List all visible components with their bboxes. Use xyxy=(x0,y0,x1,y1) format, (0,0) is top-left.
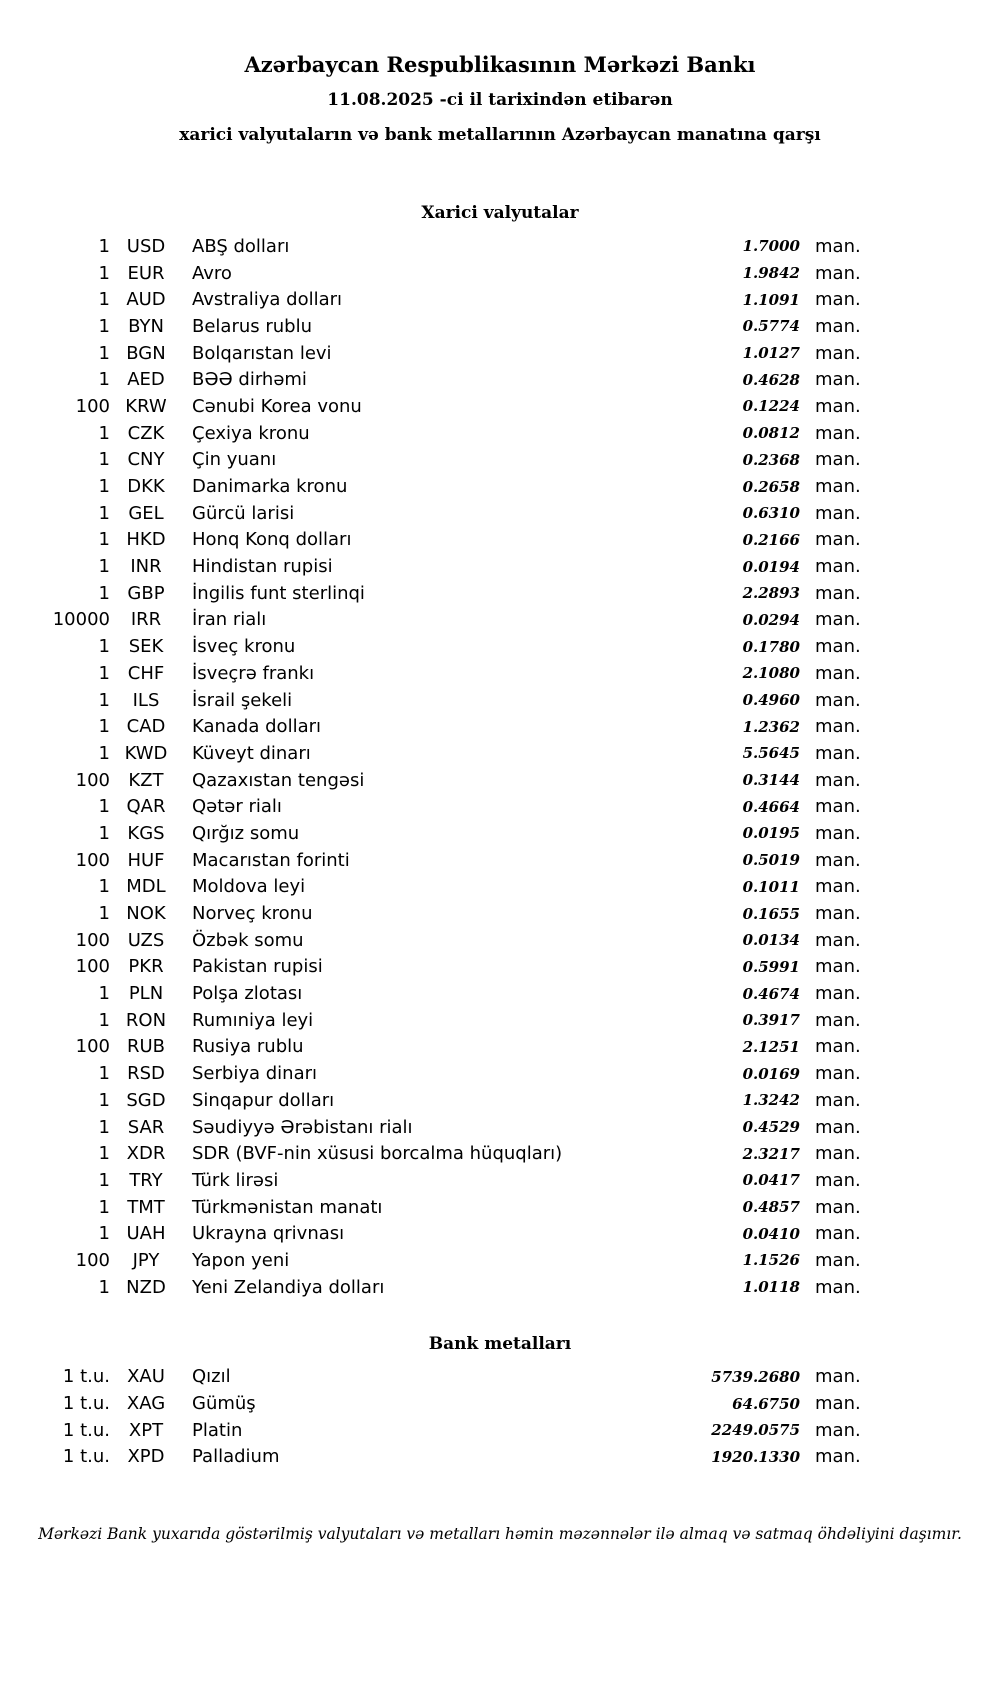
subtitle: xarici valyutaların və bank metallarının Azərbaycan manatına qarşı xyxy=(179,125,821,145)
currency-code-cell: CZK xyxy=(127,422,165,444)
currency-name-cell: Qətər rialı xyxy=(192,796,282,818)
quantity-cell: 1 xyxy=(98,235,110,257)
currency-code-cell: CAD xyxy=(126,716,166,738)
quantity-cell: 1 xyxy=(98,422,110,444)
quantity-cell: 1 xyxy=(98,289,110,311)
quantity-cell: 100 xyxy=(75,849,110,871)
rate-cell: 0.0812 xyxy=(742,424,800,443)
currency-code-cell: HUF xyxy=(127,849,165,871)
rate-cell: 1920.1330 xyxy=(711,1447,800,1466)
unit-cell: man. xyxy=(815,1063,861,1085)
unit-cell: man. xyxy=(815,716,861,738)
currency-name-cell: İsveçrə frankı xyxy=(192,662,315,684)
currency-code-cell: JPY xyxy=(132,1249,160,1271)
currency-row xyxy=(0,260,862,287)
metal-code-cell: XAU xyxy=(127,1366,165,1388)
unit-cell: man. xyxy=(815,822,861,844)
currency-row xyxy=(0,954,862,981)
rate-cell: 2.1251 xyxy=(742,1037,800,1056)
unit-cell: man. xyxy=(815,849,861,871)
rate-cell: 1.0127 xyxy=(742,344,800,363)
currency-row xyxy=(0,1140,862,1167)
quantity-cell: 1 xyxy=(98,502,110,524)
currency-code-cell: TRY xyxy=(129,1169,163,1191)
quantity-cell: 1 xyxy=(98,1143,110,1165)
quantity-cell: 1 t.u. xyxy=(62,1419,110,1441)
rate-cell: 0.0134 xyxy=(742,931,800,950)
quantity-cell: 1 t.u. xyxy=(62,1393,110,1415)
currency-row xyxy=(0,874,862,901)
quantity-cell: 100 xyxy=(75,1036,110,1058)
currency-name-cell: İngilis funt sterlinqi xyxy=(192,582,365,604)
currency-name-cell: Honq Konq dolları xyxy=(192,529,352,551)
rate-cell: 5.5645 xyxy=(742,744,800,763)
quantity-cell: 1 xyxy=(98,822,110,844)
currency-row xyxy=(0,420,862,447)
metal-row xyxy=(0,1417,862,1444)
metal-name-cell: Platin xyxy=(192,1419,243,1441)
currency-row xyxy=(0,1060,862,1087)
quantity-cell: 1 xyxy=(98,369,110,391)
currency-name-cell: Səudiyyə Ərəbistanı rialı xyxy=(192,1116,413,1138)
rate-cell: 5739.2680 xyxy=(711,1367,800,1386)
quantity-cell: 1 xyxy=(98,449,110,471)
quantity-cell: 1 xyxy=(98,342,110,364)
currency-row xyxy=(0,687,862,714)
unit-cell: man. xyxy=(815,1366,861,1388)
currency-name-cell: Bolqarıstan levi xyxy=(192,342,332,364)
currency-name-cell: Yeni Zelandiya dolları xyxy=(192,1276,385,1298)
currency-name-cell: Belarus rublu xyxy=(192,315,313,337)
currency-row xyxy=(0,607,862,634)
quantity-cell: 1 xyxy=(98,476,110,498)
quantity-cell: 100 xyxy=(75,929,110,951)
rate-cell: 1.7000 xyxy=(742,237,800,256)
currency-code-cell: SGD xyxy=(126,1089,166,1111)
unit-cell: man. xyxy=(815,662,861,684)
currency-name-cell: Çin yuanı xyxy=(192,449,277,471)
currency-row xyxy=(0,767,862,794)
currency-row xyxy=(0,1274,862,1301)
currency-code-cell: KGS xyxy=(127,822,165,844)
currency-code-cell: NOK xyxy=(126,903,166,925)
metal-code-cell: XPT xyxy=(128,1419,164,1441)
effective-date-line: 11.08.2025 -ci il tarixindən etibarən xyxy=(327,90,673,110)
currency-row xyxy=(0,1247,862,1274)
currency-row xyxy=(0,527,862,554)
currency-code-cell: BYN xyxy=(128,315,164,337)
currency-table xyxy=(0,233,862,1301)
rate-cell: 2249.0575 xyxy=(711,1421,800,1440)
currency-row xyxy=(0,980,862,1007)
currency-name-cell: Avstraliya dolları xyxy=(192,289,343,311)
rate-cell: 1.2362 xyxy=(742,717,800,736)
rate-cell: 0.5019 xyxy=(742,851,800,870)
currency-row xyxy=(0,366,862,393)
currency-code-cell: SAR xyxy=(127,1116,165,1138)
rate-cell: 0.2368 xyxy=(742,450,800,469)
quantity-cell: 1 xyxy=(98,556,110,578)
unit-cell: man. xyxy=(815,289,861,311)
metal-name-cell: Qızıl xyxy=(192,1366,231,1388)
metal-name-cell: Palladium xyxy=(192,1446,280,1468)
currency-row xyxy=(0,900,862,927)
rate-cell: 1.0118 xyxy=(742,1278,800,1297)
quantity-cell: 100 xyxy=(75,1249,110,1271)
quantity-cell: 1 xyxy=(98,1169,110,1191)
currency-code-cell: NZD xyxy=(126,1276,166,1298)
unit-cell: man. xyxy=(815,1223,861,1245)
rate-cell: 0.5991 xyxy=(742,957,800,976)
unit-cell: man. xyxy=(815,956,861,978)
unit-cell: man. xyxy=(815,796,861,818)
rate-cell: 0.1224 xyxy=(742,397,800,416)
currency-row xyxy=(0,1194,862,1221)
quantity-cell: 1 xyxy=(98,1223,110,1245)
unit-cell: man. xyxy=(815,1009,861,1031)
rate-cell: 1.1091 xyxy=(742,290,800,309)
currency-name-cell: ABŞ dolları xyxy=(192,235,290,257)
quantity-cell: 1 xyxy=(98,529,110,551)
quantity-cell: 1 xyxy=(98,636,110,658)
currency-code-cell: SEK xyxy=(128,636,164,658)
unit-cell: man. xyxy=(815,1393,861,1415)
rate-cell: 1.1526 xyxy=(742,1251,800,1270)
unit-cell: man. xyxy=(815,1116,861,1138)
currency-name-cell: Qazaxıstan tengəsi xyxy=(192,769,365,791)
currency-name-cell: Rumıniya leyi xyxy=(192,1009,314,1031)
quantity-cell: 1 t.u. xyxy=(62,1366,110,1388)
currency-row xyxy=(0,553,862,580)
currency-row xyxy=(0,713,862,740)
currency-row xyxy=(0,660,862,687)
currency-name-cell: Yapon yeni xyxy=(192,1249,290,1271)
currency-code-cell: HKD xyxy=(126,529,166,551)
currency-code-cell: UZS xyxy=(127,929,165,951)
rate-cell: 0.0194 xyxy=(742,557,800,576)
currency-name-cell: Polşa zlotası xyxy=(192,983,303,1005)
unit-cell: man. xyxy=(815,689,861,711)
rate-cell: 0.3917 xyxy=(742,1011,800,1030)
unit-cell: man. xyxy=(815,636,861,658)
quantity-cell: 1 xyxy=(98,796,110,818)
unit-cell: man. xyxy=(815,1196,861,1218)
currency-name-cell: Ukrayna qrivnası xyxy=(192,1223,345,1245)
quantity-cell: 100 xyxy=(75,956,110,978)
currency-row xyxy=(0,740,862,767)
unit-cell: man. xyxy=(815,1143,861,1165)
quantity-cell: 1 xyxy=(98,662,110,684)
currency-row xyxy=(0,847,862,874)
currency-name-cell: Sinqapur dolları xyxy=(192,1089,335,1111)
currency-code-cell: DKK xyxy=(127,476,165,498)
quantity-cell: 1 xyxy=(98,1276,110,1298)
currency-row xyxy=(0,393,862,420)
currency-name-cell: Hindistan rupisi xyxy=(192,556,333,578)
quantity-cell: 1 xyxy=(98,315,110,337)
currency-name-cell: Rusiya rublu xyxy=(192,1036,304,1058)
quantity-cell: 100 xyxy=(75,395,110,417)
rate-cell: 0.4529 xyxy=(742,1118,800,1137)
currency-code-cell: AED xyxy=(127,369,165,391)
unit-cell: man. xyxy=(815,582,861,604)
rate-cell: 0.2166 xyxy=(742,530,800,549)
currency-name-cell: İran rialı xyxy=(192,609,267,631)
currency-name-cell: Cənubi Korea vonu xyxy=(192,395,362,417)
unit-cell: man. xyxy=(815,342,861,364)
rate-cell: 2.3217 xyxy=(742,1144,800,1163)
currency-code-cell: TMT xyxy=(127,1196,165,1218)
rate-cell: 1.9842 xyxy=(742,264,800,283)
metal-code-cell: XPD xyxy=(127,1446,165,1468)
unit-cell: man. xyxy=(815,1169,861,1191)
unit-cell: man. xyxy=(815,903,861,925)
quantity-cell: 1 xyxy=(98,742,110,764)
currency-code-cell: AUD xyxy=(126,289,166,311)
unit-cell: man. xyxy=(815,369,861,391)
rate-cell: 0.4628 xyxy=(742,370,800,389)
unit-cell: man. xyxy=(815,395,861,417)
currency-code-cell: USD xyxy=(126,235,166,257)
quantity-cell: 1 xyxy=(98,582,110,604)
rate-cell: 0.4857 xyxy=(742,1198,800,1217)
rate-cell: 0.4960 xyxy=(742,691,800,710)
currency-name-cell: İsrail şekeli xyxy=(192,689,293,711)
currency-row xyxy=(0,500,862,527)
unit-cell: man. xyxy=(815,1419,861,1441)
currency-code-cell: MDL xyxy=(126,876,166,898)
currency-code-cell: CNY xyxy=(127,449,165,471)
currency-name-cell: Pakistan rupisi xyxy=(192,956,323,978)
currency-row xyxy=(0,473,862,500)
rate-cell: 2.1080 xyxy=(742,664,800,683)
metals-table xyxy=(0,1364,862,1471)
currency-code-cell: ILS xyxy=(132,689,160,711)
rate-cell: 0.5774 xyxy=(742,317,800,336)
currency-name-cell: SDR (BVF-nin xüsusi borcalma hüquqları) xyxy=(192,1143,563,1165)
metal-row xyxy=(0,1444,862,1471)
unit-cell: man. xyxy=(815,502,861,524)
currency-row xyxy=(0,1167,862,1194)
footer-note: Mərkəzi Bank yuxarıda göstərilmiş valyutaları və metalları həmin məzənnələr ilə almaq və satmaq öhdəliyini daşımır. xyxy=(38,1525,962,1544)
currency-code-cell: BGN xyxy=(126,342,166,364)
currency-row xyxy=(0,793,862,820)
currency-row xyxy=(0,580,862,607)
metal-row xyxy=(0,1390,862,1417)
unit-cell: man. xyxy=(815,449,861,471)
rate-cell: 0.0169 xyxy=(742,1064,800,1083)
quantity-cell: 1 xyxy=(98,983,110,1005)
currency-code-cell: RUB xyxy=(126,1036,166,1058)
currency-row xyxy=(0,927,862,954)
rate-cell: 64.6750 xyxy=(732,1394,800,1413)
unit-cell: man. xyxy=(815,315,861,337)
currency-code-cell: RSD xyxy=(127,1063,165,1085)
unit-cell: man. xyxy=(815,769,861,791)
rate-cell: 2.2893 xyxy=(742,584,800,603)
quantity-cell: 1 xyxy=(98,1196,110,1218)
quantity-cell: 1 xyxy=(98,1116,110,1138)
currency-code-cell: PKR xyxy=(128,956,164,978)
currency-row xyxy=(0,820,862,847)
unit-cell: man. xyxy=(815,1089,861,1111)
quantity-cell: 1 xyxy=(98,689,110,711)
rate-cell: 0.0410 xyxy=(742,1224,800,1243)
rate-cell: 0.4664 xyxy=(742,797,800,816)
quantity-cell: 1 xyxy=(98,1063,110,1085)
quantity-cell: 1 xyxy=(98,716,110,738)
unit-cell: man. xyxy=(815,235,861,257)
quantity-cell: 1 xyxy=(98,262,110,284)
currency-name-cell: Küveyt dinarı xyxy=(192,742,311,764)
currency-name-cell: Norveç kronu xyxy=(192,903,313,925)
currency-code-cell: QAR xyxy=(126,796,166,818)
currency-row xyxy=(0,1007,862,1034)
currency-code-cell: INR xyxy=(130,556,162,578)
section-title-currencies: Xarici valyutalar xyxy=(421,203,579,223)
currency-row xyxy=(0,1087,862,1114)
quantity-cell: 1 xyxy=(98,876,110,898)
currency-code-cell: KRW xyxy=(125,395,167,417)
currency-code-cell: XDR xyxy=(126,1143,166,1165)
currency-name-cell: Danimarka kronu xyxy=(192,476,348,498)
currency-row xyxy=(0,1220,862,1247)
currency-row xyxy=(0,233,862,260)
metal-code-cell: XAG xyxy=(126,1393,166,1415)
currency-name-cell: Türk lirəsi xyxy=(192,1169,279,1191)
currency-name-cell: Çexiya kronu xyxy=(192,422,310,444)
unit-cell: man. xyxy=(815,476,861,498)
currency-row xyxy=(0,340,862,367)
unit-cell: man. xyxy=(815,876,861,898)
unit-cell: man. xyxy=(815,422,861,444)
currency-name-cell: Serbiya dinarı xyxy=(192,1063,317,1085)
currency-code-cell: CHF xyxy=(127,662,165,684)
currency-code-cell: IRR xyxy=(130,609,162,631)
unit-cell: man. xyxy=(815,1276,861,1298)
quantity-cell: 100 xyxy=(75,769,110,791)
currency-row xyxy=(0,1034,862,1061)
rate-cell: 0.0294 xyxy=(742,610,800,629)
currency-code-cell: RON xyxy=(125,1009,167,1031)
currency-name-cell: Kanada dolları xyxy=(192,716,322,738)
currency-name-cell: BƏƏ dirhəmi xyxy=(192,369,307,391)
metal-name-cell: Gümüş xyxy=(192,1393,256,1415)
unit-cell: man. xyxy=(815,1249,861,1271)
metal-row xyxy=(0,1364,862,1391)
quantity-cell: 1 xyxy=(98,1089,110,1111)
currency-code-cell: GBP xyxy=(127,582,165,604)
currency-name-cell: Avro xyxy=(192,262,232,284)
unit-cell: man. xyxy=(815,262,861,284)
quantity-cell: 1 t.u. xyxy=(62,1446,110,1468)
currency-row xyxy=(0,1114,862,1141)
currency-code-cell: UAH xyxy=(126,1223,166,1245)
currency-row xyxy=(0,633,862,660)
quantity-cell: 1 xyxy=(98,1009,110,1031)
rate-cell: 0.0417 xyxy=(742,1171,800,1190)
unit-cell: man. xyxy=(815,983,861,1005)
rate-cell: 0.1780 xyxy=(742,637,800,656)
currency-code-cell: KZT xyxy=(128,769,164,791)
unit-cell: man. xyxy=(815,1446,861,1468)
currency-row xyxy=(0,447,862,474)
rate-cell: 0.2658 xyxy=(742,477,800,496)
currency-code-cell: PLN xyxy=(128,983,164,1005)
currency-name-cell: Moldova leyi xyxy=(192,876,306,898)
unit-cell: man. xyxy=(815,609,861,631)
rate-cell: 0.0195 xyxy=(742,824,800,843)
unit-cell: man. xyxy=(815,742,861,764)
quantity-cell: 10000 xyxy=(52,609,110,631)
currency-name-cell: Macarıstan forinti xyxy=(192,849,350,871)
rate-cell: 0.1655 xyxy=(742,904,800,923)
quantity-cell: 1 xyxy=(98,903,110,925)
currency-name-cell: Qırğız somu xyxy=(192,822,300,844)
rate-cell: 1.3242 xyxy=(742,1091,800,1110)
currency-name-cell: Gürcü larisi xyxy=(192,502,295,524)
rate-cell: 0.3144 xyxy=(742,771,800,790)
currency-row xyxy=(0,286,862,313)
unit-cell: man. xyxy=(815,929,861,951)
currency-name-cell: Özbək somu xyxy=(192,929,304,951)
rate-cell: 0.4674 xyxy=(742,984,800,1003)
currency-name-cell: İsveç kronu xyxy=(192,636,296,658)
unit-cell: man. xyxy=(815,556,861,578)
rate-cell: 0.6310 xyxy=(742,504,800,523)
section-title-metals: Bank metalları xyxy=(428,1333,572,1354)
unit-cell: man. xyxy=(815,529,861,551)
currency-code-cell: EUR xyxy=(127,262,165,284)
unit-cell: man. xyxy=(815,1036,861,1058)
currency-code-cell: KWD xyxy=(124,742,168,764)
currency-name-cell: Türkmənistan manatı xyxy=(192,1196,383,1218)
currency-code-cell: GEL xyxy=(128,502,164,524)
currency-row xyxy=(0,313,862,340)
page-title: Azərbaycan Respublikasının Mərkəzi Bankı xyxy=(244,52,756,77)
rate-cell: 0.1011 xyxy=(742,877,800,896)
